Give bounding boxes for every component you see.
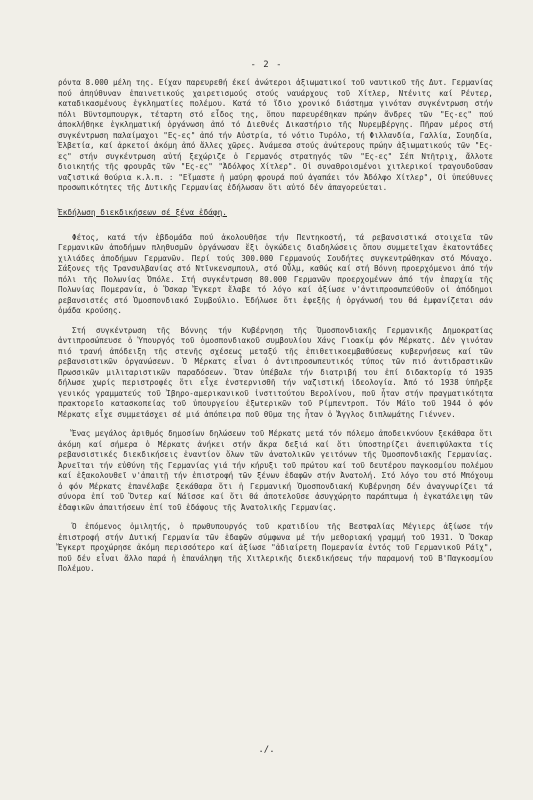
end-mark: ./. <box>258 745 275 755</box>
paragraph: Ἕνας μεγάλος ἀριθμός δημοσίων δηλώσεων τοῦ Μέρκατς μετά τόν πόλεμο ἀποδεικνύουν ξεκάθαρα ὅτι ἀκόμη καί σήμερα ὁ Μέρκατς ἀνήκει στήν ἄκρα δεξιά καί ὅτι ὑποστηρίζει ἀνεπιφύλακτα τίς ρεβανσιστικές διεκδικήσεις ἐναντίον ὅλων τῶν ἀνατολικῶν γειτόνων τῆς Ὁμοσπονδιακῆς Γερμανίας. Ἀρνεῖται τήν εὐθύνη τῆς Γερμανίας γιά τήν κήρυξι τοῦ πρώτου καί τοῦ δευτέρου παγκοσμίου πολέμου καί ἐξακολουθεῖ ν'ἀπαιτῇ τήν ἐπιστροφή τῶν ξένων ἐδαφῶν στήν Ἀνατολή. Στό λόγο του στό Μπόχουμ ὁ φόν Μέρκατς ἐπανέλαβε ξεκάθαρα ὅτι ἡ Γερμανική Ὁμοσπονδιακή Κυβέρνηση δέν ἀναγνωρίζει τά σύνορα ἐπί τοῦ Ὄντερ καί Νάϊσσε καί ὅτι θά ἀποτελοῦσε ἀσυγχώρητο παράπτωμα ἡ ἐγκατάλειψη τῶν ἐδαφικῶν ἀπαιτήσεων ἐπί τοῦ ἐδάφους τῆς Ἀνατολικῆς Γερμανίας. <box>58 429 493 512</box>
paragraph: ρόντα 8.000 μέλη της. Είχαν παρευρεθή έκεί ἀνώτεροι ἀξιωματικοί τοῦ ναυτικοῦ τῆς Δυτ. Γερμανίας πού ἀπηύθυναν ἐπαινετικούς χαιρετισμούς στούς ναυάρχους τοῦ Χίτλερ, Ντένιτς καί Ρέντερ, καταδικασμένους ἐγκληματίες πολέμου. Κατά τό ἴδιο χρονικό διάστημα γινόταν συγκέντρωση στήν πόλι Βϋντσμπουργκ, τέταρτη στό εἶδος της, ὅπου παρευρέθηκαν πρώην ἄνδρες τῶν "Ες-ες" πού ἀποκλήθηκε ἐγκληματική ὀργάνωση ἀπό τό Διεθνές Δικαστήριο τῆς Νυρεμβέργης. Πῆραν μέρος στή συγκέντρωση παλαίμαχοι "Ες-ες" ἀπό τήν Αὐστρία, τό νότιο Τυρόλο, τή Φιλλανδία, Γαλλία, Σουηδία, Ἑλβετία, καί ἀρκετοί ἀκόμη ἀπό ἄλλες χῶρες. Ἀνάμεσα στούς ἀνώτερους πρώην ἀξιωματικούς τῶν "Ες-ες" στήν συγκέντρωση αὐτή ξεχώριζε ὁ Γερμανός στρατηγός τῶν "Ες-ες" Σέπ Ντῆτριχ, ἄλλοτε διοικητής τῆς φρουρᾶς τῶν "Ες-ες" "Ἀδόλφος Χίτλερ". Οἱ συναθροισμένοι χιτλερικοί τραγουδοῦσαν ναζιστικά θούρια κ.λ.π. : "Εἴμαστε ἡ μαύρη φρουρά πού ἀγαπάει τόν Ἀδόλφο Χίτλερ", Οἱ ὑπεύθυνες προσωπικότητες τῆς Δυτικῆς Γερμανίας ἐδήλωσαν ὅτι αὐτό δέν ἀπαγορεύεται. <box>58 78 493 192</box>
text-block <box>58 78 493 575</box>
paragraph: Φέτος, κατά τήν ἑβδομάδα πού ἀκολουθῆσε τήν Πεντηκοστή, τά ρεβανσιστικά στοιχεῖα τῶν Γερμανικῶν ἀποδήμων πληθυσμῶν ὀργάνωσαν ἕξι ὀγκώδεις διαδηλώσεις ὅπου συμμετεῖχαν ἑκατοντάδες χιλιάδες ἀποδήμων Γερμανῶν. Περί τούς 300.000 Γερμανούς Σουδήτες συγκεντρώθηκαν στό Μόναχο. Σάξονες τῆς Τρανσυλβανίας στό Ντῖνκενσμπουλ, στό Οὖλμ, καθώς καί στή Βόννη προερχόμενοι ἀπό τήν πόλι τῆς Πολωνίας Ὀπόλε. Στή συγκέντρωση 80.000 Γερμανῶν προερχομένων ἀπό τήν ἐπαρχία τῆς Πολωνίας Πομερανία, ὁ Ὄσκαρ Ἔγκερτ ἔλαβε τό λόγο καί ἀξίωσε ν'ἀντιπροσωπεύθοῦν οἱ ἀπόδημοι ρεβανσιστές στό Ὁμοσπονδιακό Συμβούλιο. Ἐδήλωσε ὅτι ἐφεξῆς ἡ ὀργάνωσή του θά ἐμφανίζεται σάν ὁμάδα κρούσης. <box>58 232 493 315</box>
page-number: - 2 - <box>250 60 283 70</box>
paragraph: Ὁ ἑπόμενος ὁμιλητής, ὁ πρωθυπουργός τοῦ κρατιδίου τῆς Βεστφαλίας Μέγιερς ἀξίωσε τήν ἐπιστροφή στήν Δυτική Γερμανία τῶν ἐδαφῶν σύμφωνα μέ τήν μεθοριακή γραμμή τοῦ 1931. Ὁ Ὄσκαρ Ἔγκερτ προχώρησε ἀκόμη περισσότερο καί ἀξίωσε "ἀδιαίρετη Πομερανία ἐντός τοῦ Γερμανικοῦ Ράϊχ", ποῦ δέν εἶναι ἄλλο παρά ἡ ἐπανάληψη τῆς Χιτλερικῆς διεκδικήσεως τήν παραμονή τοῦ Β'Παγκοσμίου Πολέμου. <box>58 522 493 573</box>
section-heading: Ἐκδήλωση διεκδικήσεων σέ ξένα ἐδάφη. <box>58 207 227 217</box>
paragraph: Στή συγκέντρωση τῆς Βόννης τήν Κυβέρνηση τῆς Ὁμοσπονδιακῆς Γερμανικῆς Δημοκρατίας ἀντιπροσώπευσε ὁ Ὑπουργός τοῦ ὁμοσπονδιακοῦ συμβουλίου Χάνς Γιοακίμ φόν Μέρκατς. Δέν γινόταν πιό τρανή ἀπόδειξη τῆς στενῆς σχέσεως μεταξύ τῆς ἐπιθετικοεμβαθύσεως κυβερνήσεως καί τῶν ρεβανσιστικῶν ὀργανώσεων. Ὁ Μέρκατς εἶναι ὁ ἀντιπροσωπευτικός τύπος τῶν πιό ἀντιδραστικῶν Πρωσσικῶν μιλιταριστικῶν παραδόσεων. Ὅταν ὑπέβαλε τήν διατριβή του ἐπί διδακτορίᾳ τό 1935 δήλωσε χωρίς περιστροφές ὅτι εἶχε ἐνστερνισθῆ τήν ναζιστική ἰδεολογία. Ἀπό τό 1938 ὑπῆρξε γενικός γραμματεύς τοῦ Ἰβηρο-αμερικανικοῦ ἰνστιτούτου Βερολίνου, ποῦ ἦταν στήν πραγματικότητα πρακτορεῖο κατασκοπείας τοῦ ὑπουργείου ἐξωτερικῶν τοῦ Ρίμπεντροπ. Τόν Μάϊο τοῦ 1944 ὁ φόν Μέρκατς εἶχε συμμετάσχει σέ μιά ἀπόπειρα ποῦ θῦμα της ἦταν ὁ Ἄγγλος διπλωμάτης Γιέννεν. <box>58 325 493 419</box>
